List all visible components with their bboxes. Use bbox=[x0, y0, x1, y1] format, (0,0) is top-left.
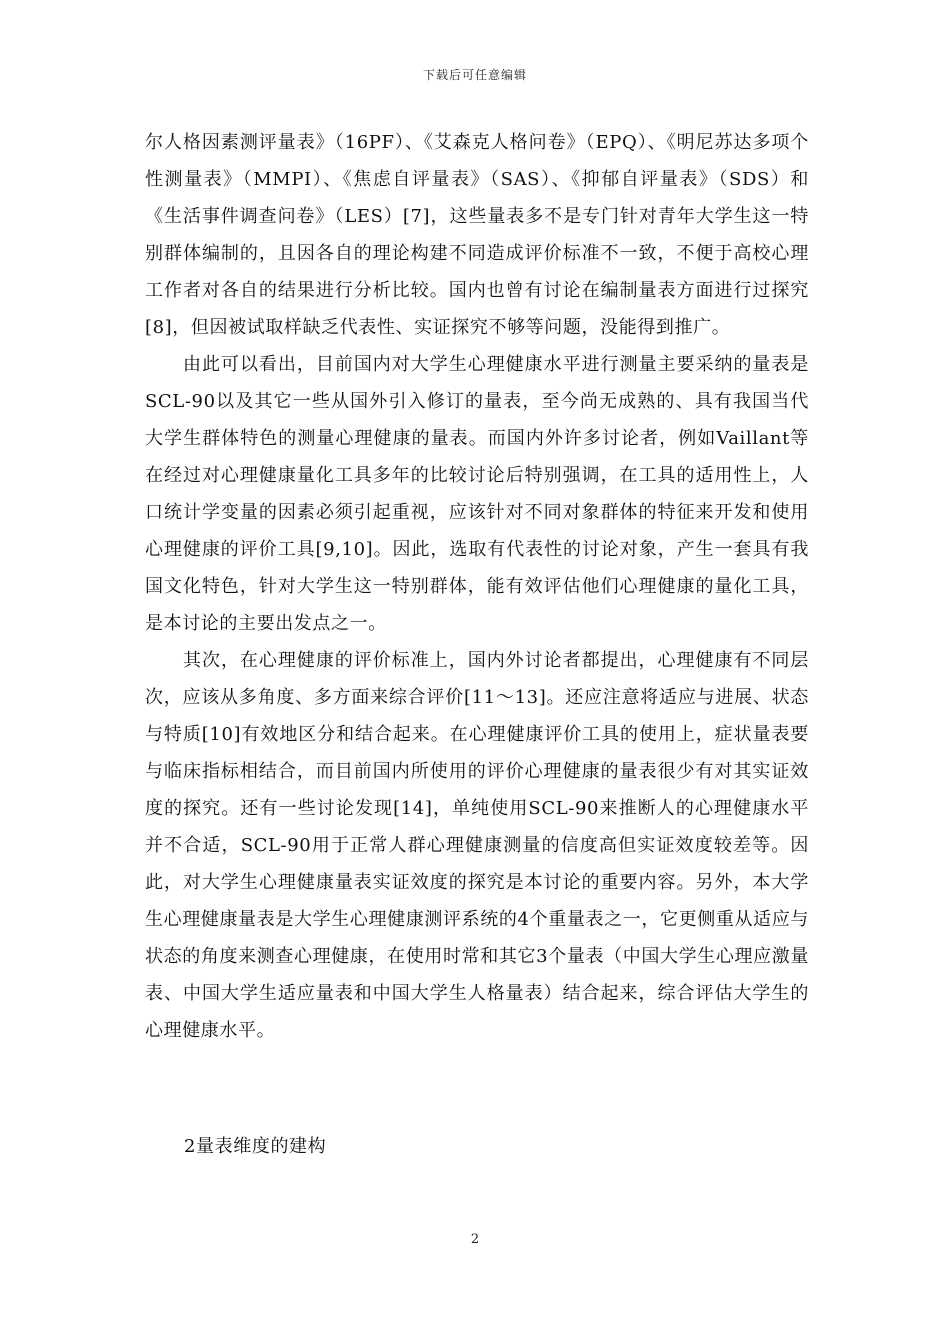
paragraph-2: 由此可以看出，目前国内对大学生心理健康水平进行测量主要采纳的量表是SCL-90以及其它一些从国外引入修订的量表，至今尚无成熟的、具有我国当代大学生群体特色的测量心理健康的量表。而国内外许多讨论者，例如Vaillant等在经过对心理健康量化工具多年的比较讨论后特别强调，在工具的适用性上，人口统计学变量的因素必须引起重视，应该针对不同对象群体的特征来开发和使用心理健康的评价工具[9,10]。因此，选取有代表性的讨论对象，产生一套具有我国文化特色，针对大学生这一特别群体，能有效评估他们心理健康的量化工具，是本讨论的主要出发点之一。 bbox=[145, 354, 809, 634]
body-text bbox=[145, 124, 809, 1049]
paragraph-3: 其次，在心理健康的评价标准上，国内外讨论者都提出，心理健康有不同层次，应该从多角度、多方面来综合评价[11～13]。还应注意将适应与进展、状态与特质[10]有效地区分和结合起来。在心理健康评价工具的使用上，症状量表要与临床指标相结合，而目前国内所使用的评价心理健康的量表很少有对其实证效度的探究。还有一些讨论发现[14]，单纯使用SCL-90来推断人的心理健康水平并不合适，SCL-90用于正常人群心理健康测量的信度高但实证效度较差等。因此，对大学生心理健康量表实证效度的探究是本讨论的重要内容。另外，本大学生心理健康量表是大学生心理健康测评系统的4个重量表之一，它更侧重从适应与状态的角度来测查心理健康，在使用时常和其它3个量表（中国大学生心理应激量表、中国大学生适应量表和中国大学生人格量表）结合起来，综合评估大学生的心理健康水平。 bbox=[145, 650, 809, 1041]
section-heading: 2量表维度的建构 bbox=[184, 1136, 327, 1157]
page-number: 2 bbox=[470, 1232, 480, 1247]
page-header: 下载后可任意编辑 bbox=[422, 68, 527, 82]
paragraph-1: 尔人格因素测评量表》（16PF）、《艾森克人格问卷》（EPQ）、《明尼苏达多项个性测量表》（MMPI）、《焦虑自评量表》（SAS）、《抑郁自评量表》（SDS）和《生活事件调查问卷》（LES）[7]，这些量表多不是专门针对青年大学生这一特别群体编制的，且因各自的理论构建不同造成评价标准不一致，不便于高校心理工作者对各自的结果进行分析比较。国内也曾有讨论在编制量表方面进行过探究[8]，但因被试取样缺乏代表性、实证探究不够等问题，没能得到推广。 bbox=[145, 132, 809, 338]
